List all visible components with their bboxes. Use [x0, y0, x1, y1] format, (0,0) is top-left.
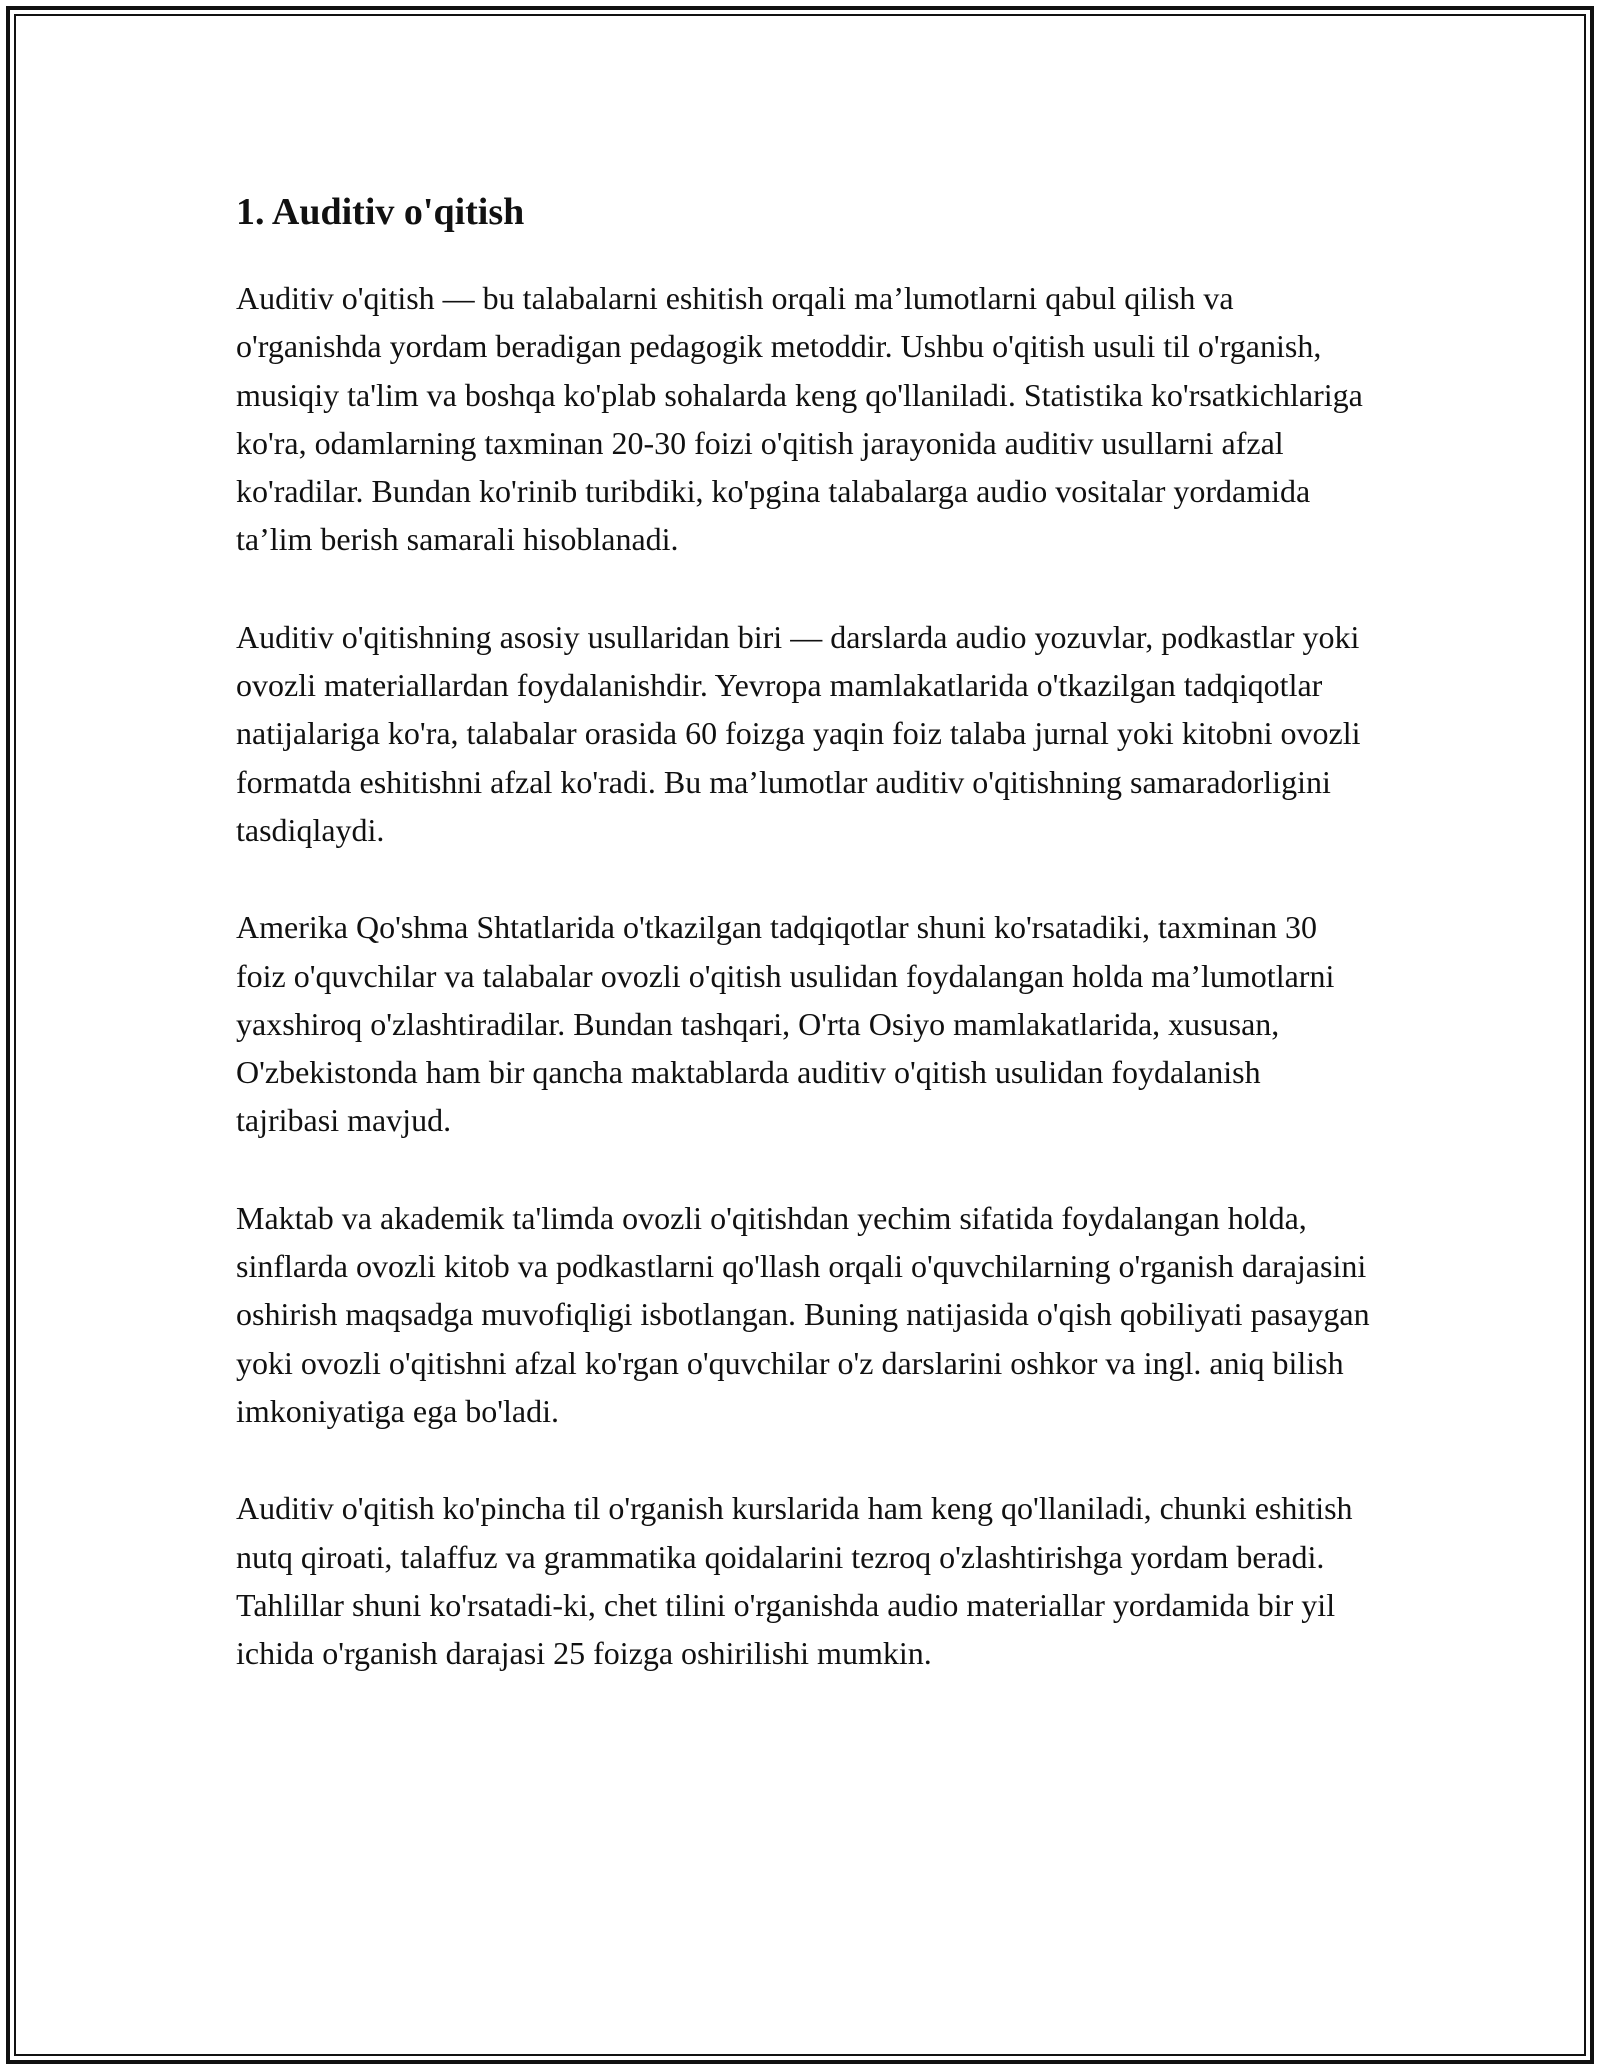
paragraph-3: Amerika Qo'shma Shtatlarida o'tkazilgan tadqiqotlar shuni ko'rsatadiki, taxminan 30 foiz o'quvchilar va talabalar ovozli o'qitish usulidan foydalangan holda ma’lumotlarni yaxshiroq o'zlashtiradilar. Bundan tashqari, O'rta Osiyo mamlakatlarida, xususan, O'zbekistonda ham bir qancha maktablarda auditiv o'qitish usulidan foydalanish tajribasi mavjud. — [236, 909, 1335, 1139]
paragraph-4: Maktab va akademik ta'limda ovozli o'qitishdan yechim sifatida foydalangan holda, sinflarda ovozli kitob va podkastlarni qo'llash orqali o'quvchilarning o'rganish darajasini oshirish maqsadga muvofiqligi isbotlangan. Buning natijasida o'qish qobiliyati pasaygan yoki ovozli o'qitishni afzal ko'rgan o'quvchilar o'z darslarini oshkor va ingl. aniq bilish imkoniyatiga ega bo'ladi. — [236, 1199, 1370, 1429]
paragraph-5: Auditiv o'qitish ko'pincha til o'rganish kurslarida ham keng qo'llaniladi, chunki eshitish nutq qiroati, talaffuz va grammatika qoidalarini tezroq o'zlashtirishga yordam beradi. Tahlillar shuni ko'rsatadi-ki, chet tilini o'rganishda audio materiallar yordamida bir yil ichida o'rganish darajasi 25 foizga oshirilishi mumkin. — [236, 1490, 1353, 1672]
document-body — [236, 186, 1371, 1726]
paragraph-2: Auditiv o'qitishning asosiy usullaridan biri — darslarda audio yozuvlar, podkastlar yoki ovozli materiallardan foydalanishdir. Yevropa mamlakatlarida o'tkazilgan tadqiqotlar natijalariga ko'ra, talabalar orasida 60 foizga yaqin foiz talaba jurnal yoki kitobni ovozli formatda eshitishni afzal ko'radi. Bu ma’lumotlar auditiv o'qitishning samaradorligini tasdiqlaydi. — [236, 618, 1361, 848]
paragraph-1: Auditiv o'qitish — bu talabalarni eshitish orqali ma’lumotlarni qabul qilish va o'rganishda yordam beradigan pedagogik metoddir. Ushbu o'qitish usuli til o'rganish, musiqiy ta'lim va boshqa ko'plab sohalarda keng qo'llaniladi. Statistika ko'rsatkichlariga ko'ra, odamlarning taxminan 20-30 foizi o'qitish jarayonida auditiv usullarni afzal ko'radilar. Bundan ko'rinib turibdiki, ko'pgina talabalarga audio vositalar yordamida ta’lim berish samarali hisoblanadi. — [236, 280, 1363, 558]
section-heading: 1. Auditiv o'qitish — [236, 191, 525, 233]
